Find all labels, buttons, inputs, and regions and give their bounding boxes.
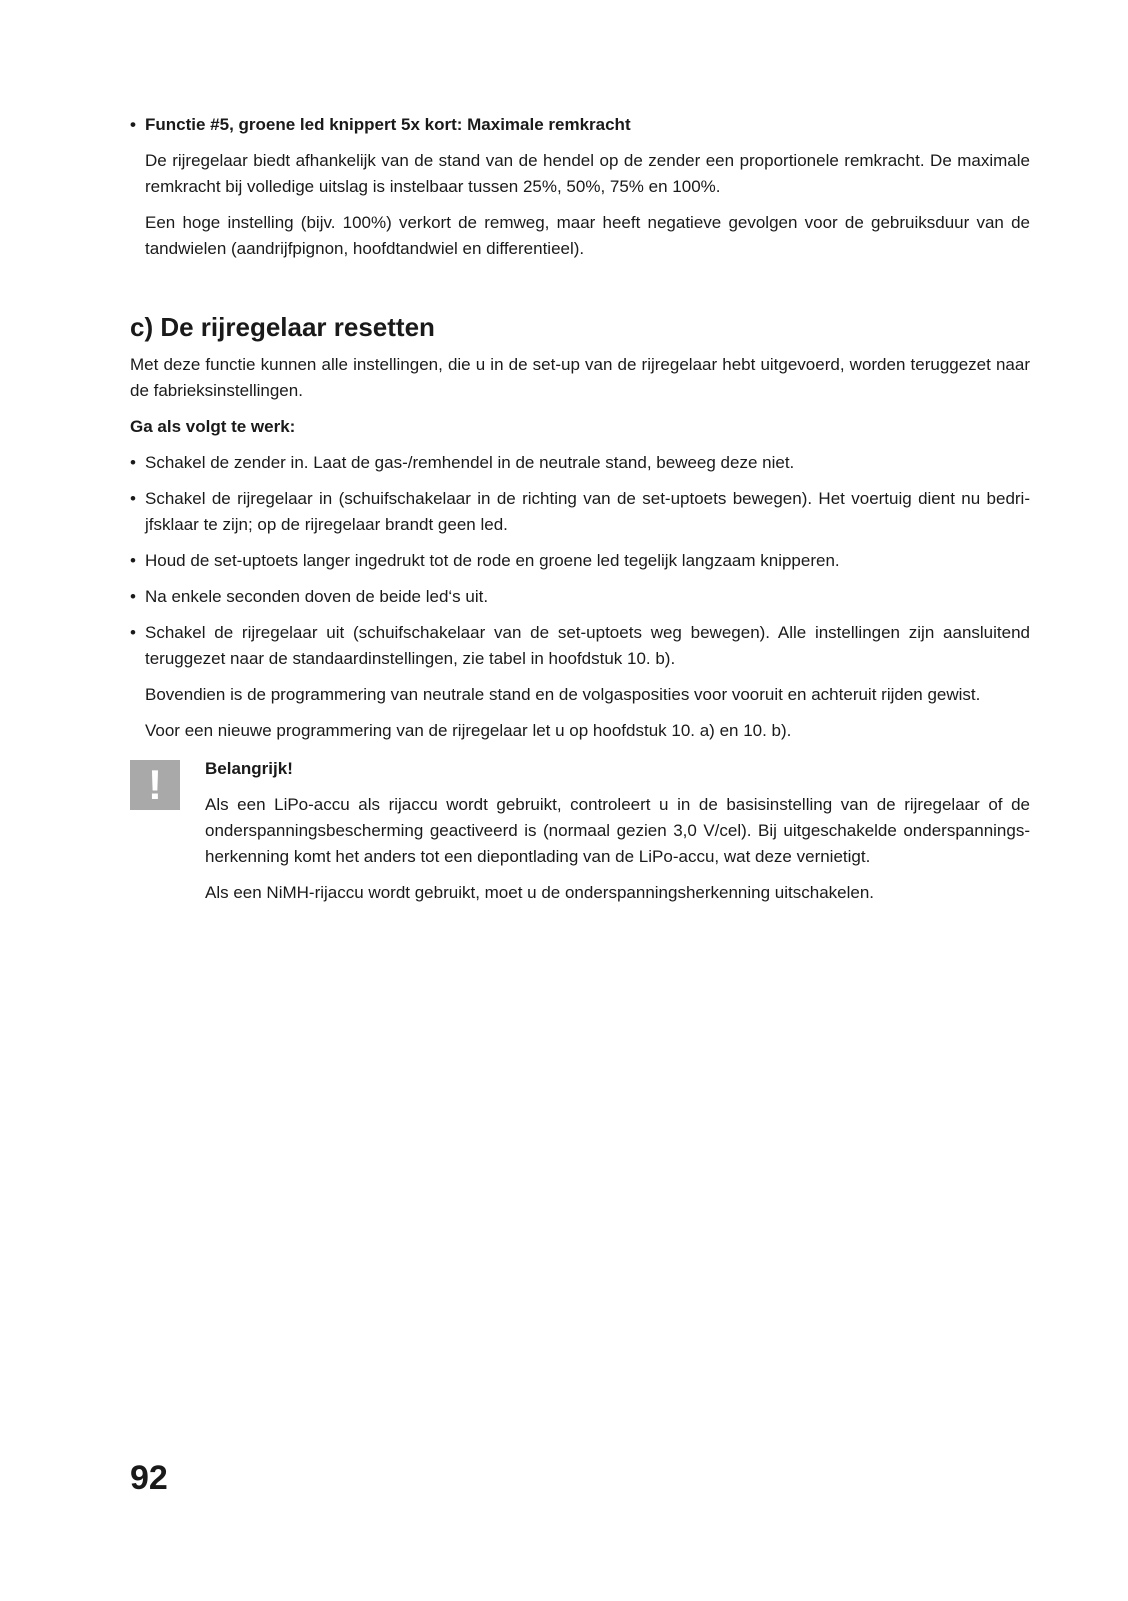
warning-title: Belangrijk! [205,759,293,778]
bullet: • [130,489,136,508]
page-content [130,112,1030,906]
section-heading-reset: c) De rijregelaar resetten [130,312,435,342]
list-item-text: Schakel de zender in. Laat de gas-/remhendel in de neutrale stand, beweeg deze niet. [145,453,795,472]
bullet: • [130,551,136,570]
warning-body [205,756,1030,906]
after-steps-paragraph-2: Voor een nieuwe programmering van de rijregelaar let u op hoofdstuk 10. a) en 10. b). [145,721,792,740]
function-5-title: Functie #5, groene led knippert 5x kort: Maximale remkracht [145,115,631,134]
function-5-item [130,112,1030,138]
list-item [130,620,1030,672]
list-item-text: Schakel de rijregelaar in (schuifschakelaar in de richting van de set-uptoets bewegen). Het voertuig dient nu bedri-jfsklaar te zijn; op de rijregelaar brandt geen led. [145,489,1030,534]
function-5-paragraph-2: Een hoge instelling (bijv. 100%) verkort de remweg, maar heeft negatieve gevolgen voor de gebruiksduur van de tandwielen (aandrijfpignon, hoofdtandwiel en differentieel). [145,213,1030,258]
bullet: • [130,587,136,606]
warning-paragraph-1: Als een LiPo-accu als rijaccu wordt gebruikt, controleert u in de basisinstelling van de rijregelaar of de onderspanningsbescherming geactiveerd is (normaal gezien 3,0 V/cel). Bij uitgeschakelde onderspannings-herkenning komt het anders tot een diepontlading van de LiPo-accu, wat deze vernietigt. [205,795,1030,866]
function-5-paragraph-1: De rijregelaar biedt afhankelijk van de stand van de hendel op de zender een proportionele remkracht. De maximale remkracht bij volledige uitslag is instelbaar tussen 25%, 50%, 75% en 100%. [145,151,1030,196]
bullet: • [130,623,136,642]
warning-box [130,756,1030,906]
list-item-text: Houd de set-uptoets langer ingedrukt tot de rode en groene led tegelijk langzaam knipperen. [145,551,840,570]
after-steps-paragraph-1: Bovendien is de programmering van neutrale stand en de volgasposities voor vooruit en achteruit rijden gewist. [145,685,981,704]
reset-intro: Met deze functie kunnen alle instellingen, die u in de set-up van de rijregelaar hebt uitgevoerd, worden teruggezet naar de fabrieksinstellingen. [130,355,1030,400]
list-item-text: Schakel de rijregelaar uit (schuifschakelaar van de set-uptoets weg bewegen). Alle instellingen zijn aansluitend teruggezet naar de standaardinstellingen, zie tabel in hoofdstuk 10. b). [145,623,1030,668]
bullet: • [130,115,136,134]
warning-paragraph-2: Als een NiMH-rijaccu wordt gebruikt, moet u de onderspanningsherkenning uitschakelen. [205,883,875,902]
list-item [130,486,1030,538]
list-item-text: Na enkele seconden doven de beide led‘s uit. [145,587,489,606]
list-item [130,450,1030,476]
list-item [130,548,1030,574]
page-number: 92 [130,1459,168,1497]
steps-title: Ga als volgt te werk: [130,417,296,436]
list-item [130,584,1030,610]
exclamation-icon: ! [130,760,180,810]
bullet: • [130,453,136,472]
